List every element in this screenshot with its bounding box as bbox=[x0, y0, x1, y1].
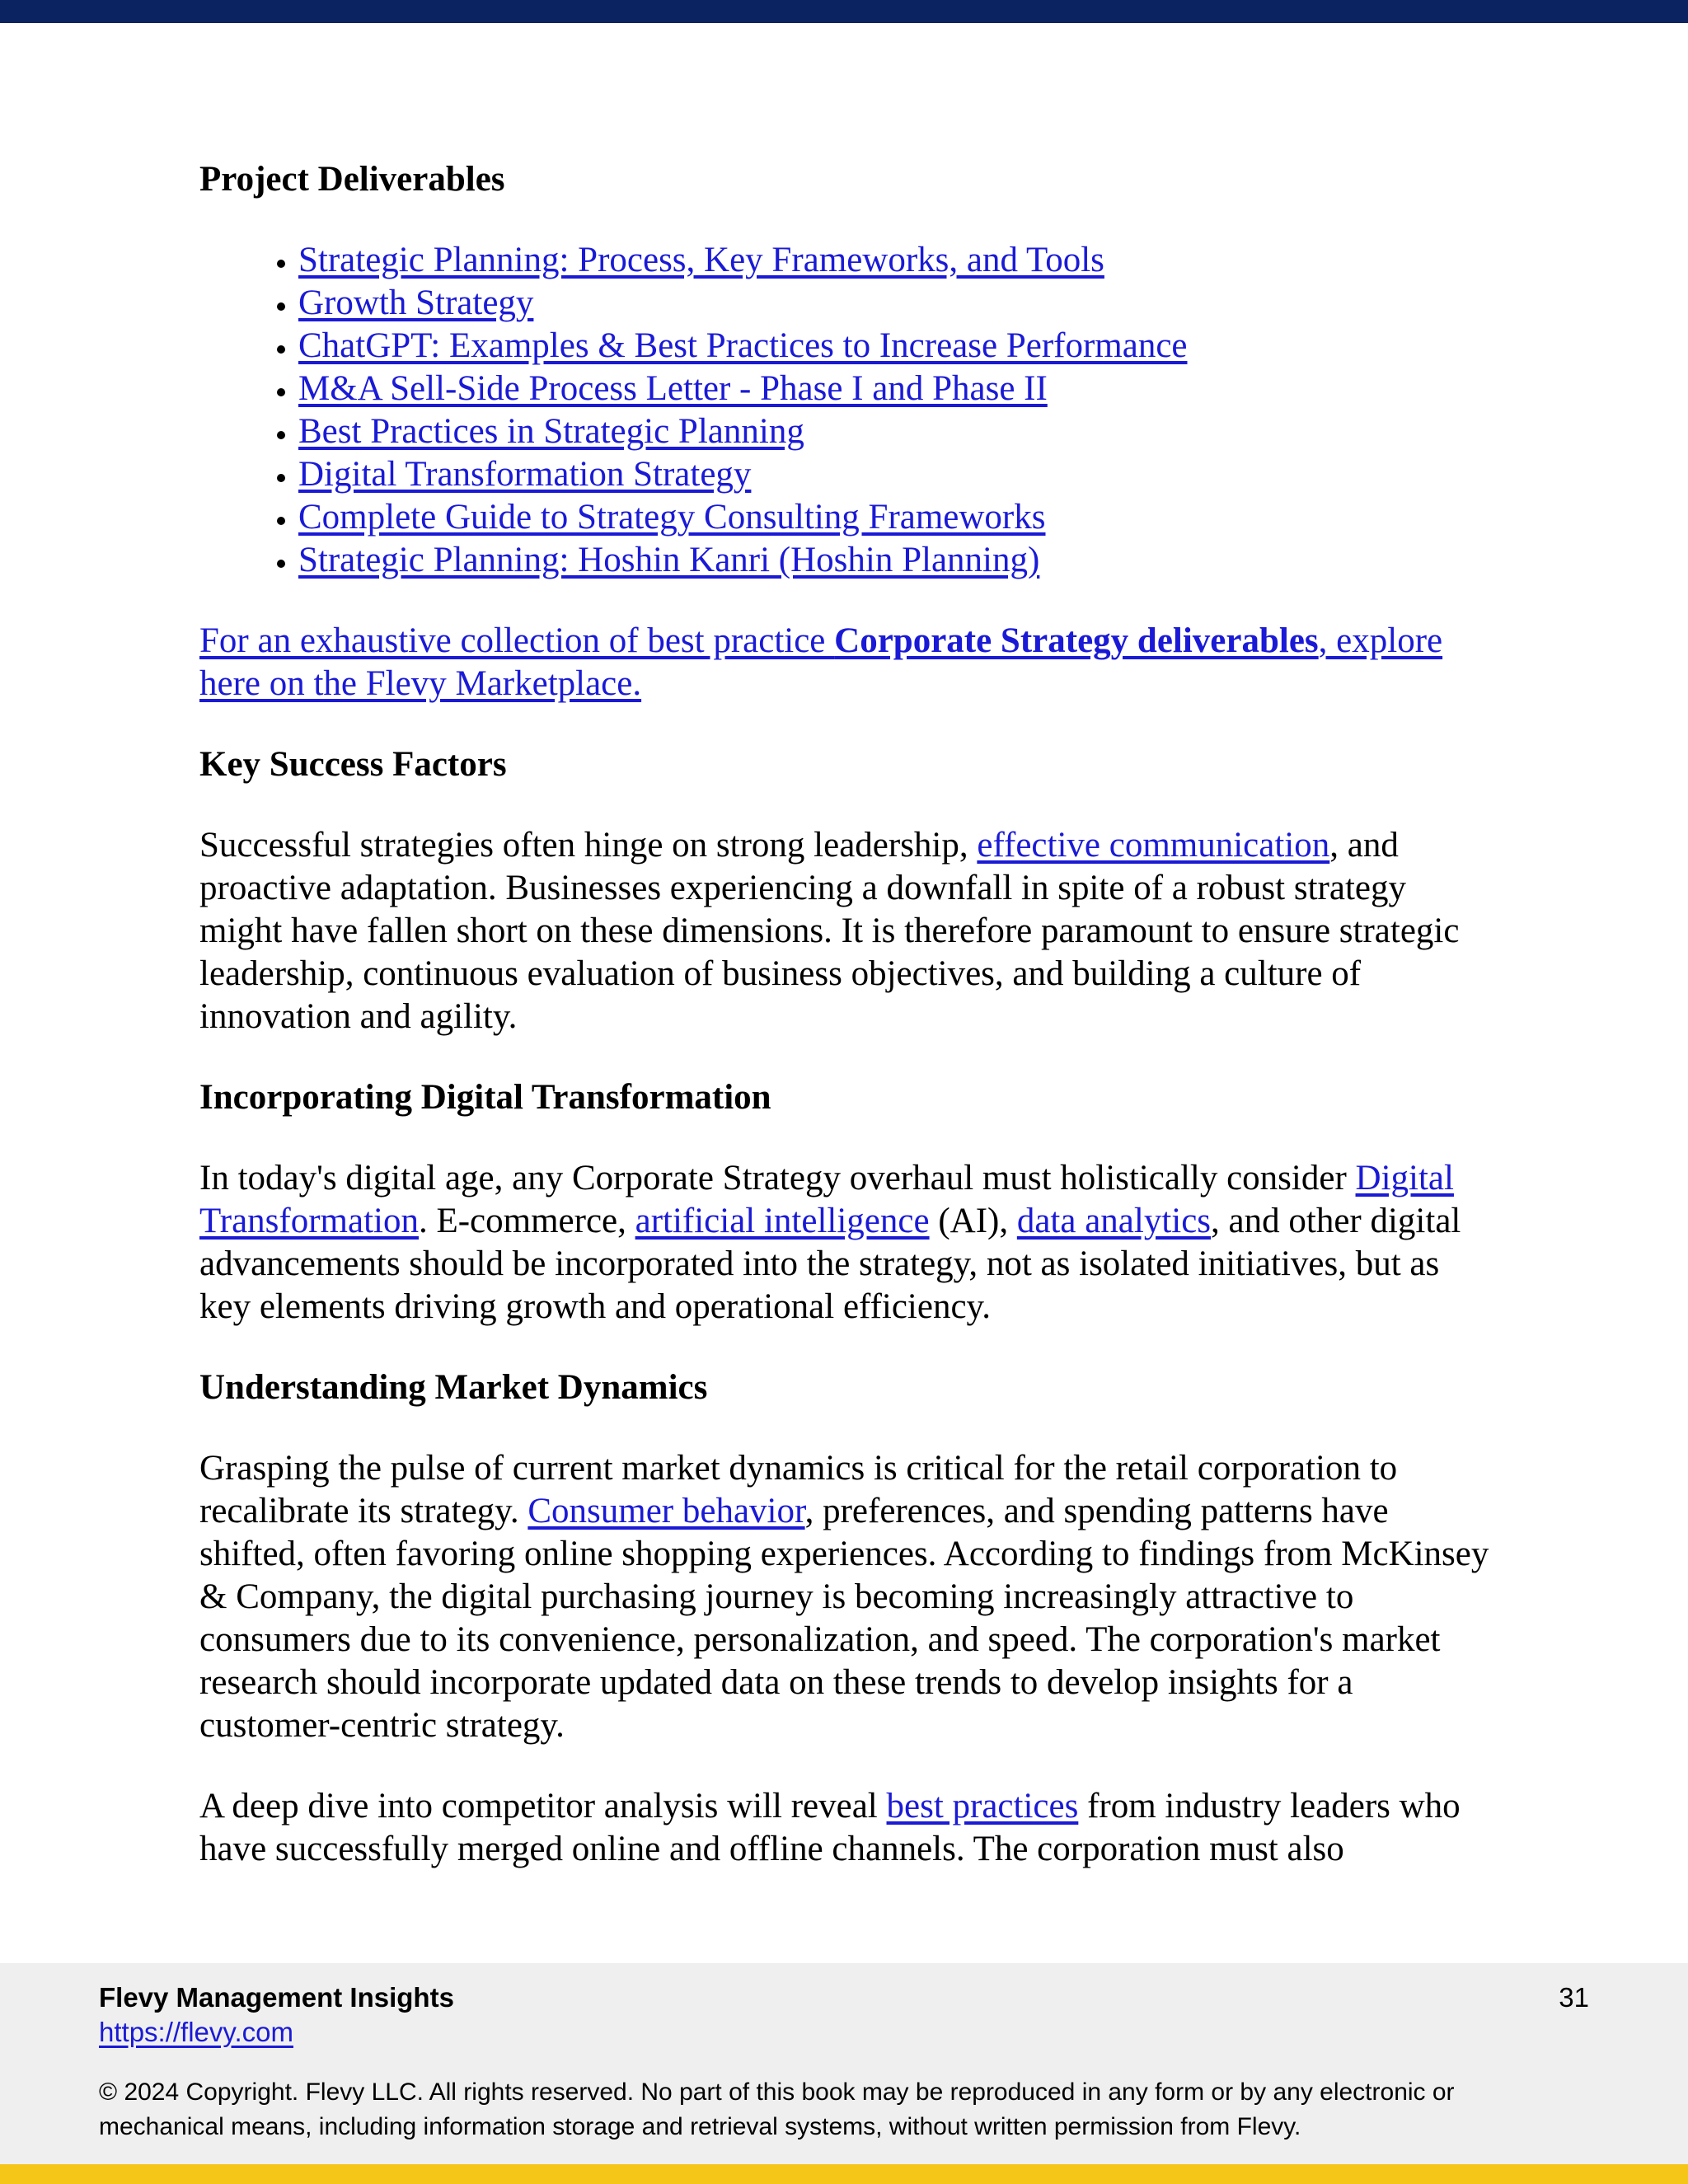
cta-suffix: , explore here on the Flevy Marketplace. bbox=[199, 621, 1443, 703]
market-heading: Understanding Market Dynamics bbox=[199, 1368, 708, 1407]
cta-bold: Corporate Strategy deliverables bbox=[834, 621, 1319, 660]
list-item bbox=[298, 282, 1493, 325]
deliverables-heading: Project Deliverables bbox=[199, 160, 505, 199]
text-run: , and other digital advancements should be incorporated into the strategy, not as isolated initiatives, but as key elements driving growth and operational efficiency. bbox=[199, 1202, 1461, 1326]
market-paragraph-2 bbox=[199, 1785, 1493, 1871]
artificial-intelligence-link[interactable]: artificial intelligence bbox=[635, 1202, 930, 1240]
text-run: In today's digital age, any Corporate Strategy overhaul must holistically consider bbox=[199, 1159, 1356, 1197]
footer-brand: Flevy Management Insights bbox=[99, 1982, 454, 2013]
list-item bbox=[298, 539, 1493, 582]
page-content bbox=[199, 158, 1493, 1909]
key-success-heading: Key Success Factors bbox=[199, 745, 507, 784]
text-run: , and proactive adaptation. Businesses experiencing a downfall in spite of a robust strategy might have fallen short on these dimensions. It is therefore paramount to ensure strategic leadership, continuous evaluation of business objectives, and building a culture of innovation and agility. bbox=[199, 826, 1460, 1036]
deliverable-link[interactable]: Digital Transformation Strategy bbox=[298, 455, 752, 494]
digital-paragraph bbox=[199, 1157, 1493, 1329]
bottom-accent-bar bbox=[0, 2164, 1688, 2184]
deliverables-list bbox=[199, 239, 1493, 582]
list-item bbox=[298, 368, 1493, 410]
deliverable-link[interactable]: Complete Guide to Strategy Consulting Frameworks bbox=[298, 498, 1046, 537]
digital-heading: Incorporating Digital Transformation bbox=[199, 1078, 771, 1117]
text-run: , preferences, and spending patterns have shifted, often favoring online shopping experiences. According to findings from McKinsey & Company, the digital purchasing journey is becoming increasingly attractive to consumers due to its convenience, personalization, and speed. The corporation's market research should incorporate updated data on these trends to develop insights for a customer-centric strategy. bbox=[199, 1492, 1489, 1745]
footer-url-link[interactable]: https://flevy.com bbox=[99, 2017, 293, 2047]
list-item bbox=[298, 453, 1493, 496]
copyright-notice: © 2024 Copyright. Flevy LLC. All rights reserved. No part of this book may be reproduced in any form or by any electronic or mechanical means, including information storage and retrieval systems, without written permission from Flevy. bbox=[99, 2079, 1455, 2140]
text-run: A deep dive into competitor analysis will reveal bbox=[199, 1787, 887, 1825]
market-paragraph-1 bbox=[199, 1447, 1493, 1747]
text-run: (AI), bbox=[929, 1202, 1017, 1240]
deliverable-link[interactable]: M&A Sell-Side Process Letter - Phase I and Phase II bbox=[298, 369, 1048, 408]
text-run: Successful strategies often hinge on strong leadership, bbox=[199, 826, 978, 865]
list-item bbox=[298, 410, 1493, 453]
data-analytics-link[interactable]: data analytics bbox=[1016, 1202, 1212, 1240]
deliverable-link[interactable]: Best Practices in Strategic Planning bbox=[298, 412, 804, 451]
deliverable-link[interactable]: Growth Strategy bbox=[298, 284, 534, 322]
marketplace-link[interactable] bbox=[199, 621, 1442, 703]
list-item bbox=[298, 325, 1493, 368]
page-number: 31 bbox=[1559, 1982, 1589, 2013]
deliverable-link[interactable]: Strategic Planning: Process, Key Frameworks, and Tools bbox=[298, 241, 1104, 279]
text-run: . E-commerce, bbox=[418, 1202, 635, 1240]
top-accent-bar bbox=[0, 0, 1688, 23]
list-item bbox=[298, 496, 1493, 539]
effective-communication-link[interactable]: effective communication bbox=[977, 826, 1330, 865]
digital-transformation-link[interactable]: Digital Transformation bbox=[199, 1159, 1454, 1240]
cta-prefix: For an exhaustive collection of best practice bbox=[199, 621, 835, 660]
text-run: from industry leaders who have successfully merged online and offline channels. The corporation must also bbox=[199, 1787, 1461, 1868]
text-run: Grasping the pulse of current market dynamics is critical for the retail corporation to recalibrate its strategy. bbox=[199, 1449, 1398, 1530]
list-item bbox=[298, 239, 1493, 282]
marketplace-cta bbox=[199, 620, 1493, 705]
consumer-behavior-link[interactable]: Consumer behavior bbox=[528, 1492, 805, 1530]
key-success-paragraph bbox=[199, 824, 1493, 1038]
deliverable-link[interactable]: Strategic Planning: Hoshin Kanri (Hoshin Planning) bbox=[298, 541, 1040, 579]
page-footer bbox=[0, 1963, 1688, 2164]
best-practices-link[interactable]: best practices bbox=[886, 1787, 1079, 1825]
deliverable-link[interactable]: ChatGPT: Examples & Best Practices to Increase Performance bbox=[298, 326, 1188, 365]
